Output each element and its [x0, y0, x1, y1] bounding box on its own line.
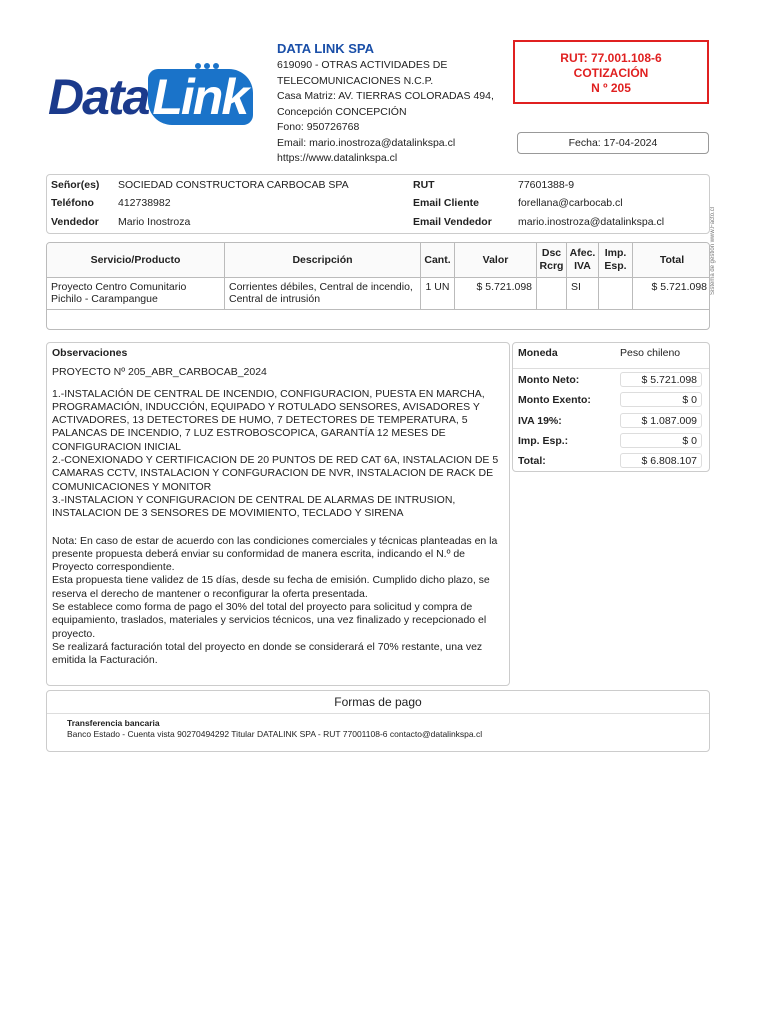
observations-box	[46, 342, 510, 686]
total-label: Total:	[518, 455, 546, 467]
company-line: 619090 - OTRAS ACTIVIDADES DE	[277, 59, 448, 71]
item-cantidad: 1 UN	[421, 278, 455, 309]
item-valor: $ 5.721.098	[455, 278, 537, 309]
item-descripcion: Corrientes débiles, Central de incendio, Central de intrusión	[225, 278, 421, 309]
item-dsc-rcrg	[537, 278, 567, 309]
iva-row	[513, 411, 709, 431]
exento-row	[513, 390, 709, 410]
header-imp-esp: Imp. Esp.	[599, 243, 633, 278]
imp-esp-label: Imp. Esp.:	[518, 435, 569, 447]
item-producto: Proyecto Centro Comunitario Pichilo - Carampangue	[47, 278, 225, 309]
observations-title: Observaciones	[52, 347, 128, 359]
header-total: Total	[633, 243, 710, 278]
totals-box	[512, 342, 710, 472]
email-vendedor-value: mario.inostroza@datalinkspa.cl	[518, 216, 665, 228]
header-cantidad: Cant.	[421, 243, 455, 278]
document-id-box	[513, 40, 709, 104]
total-row	[513, 451, 709, 471]
observations-body: 1.-INSTALACIÓN DE CENTRAL DE INCENDIO, CONFIGURACION, PUESTA EN MARCHA, PROGRAMACIÓN, INDUCCIÓN, EQUIPADO Y ROTULADO SENSORES, AVISADORES Y ACTIVADORES, 13 DETECTORES DE HUMO, 7 DETECTORES DE TEMPERATURA, 5 PALANCAS DE INCENDIO, 7 LUZ ESTROBOSCOPICA, GARANTÍA 12 MESES DE CONFIGURACION INICIAL 2.-CONEXIONADO Y CERTIFICACION DE 20 PUNTOS DE RED CAT 6A, INSTALACION DE 5 CAMARAS CCTV, INSTALACION Y CONFGURACION DE NVR, INSTALACION DE RACK DE COMUNICACIONES Y MONITOR 3.-INSTALACION Y CONFIGURACION DE CENTRAL DE ALARMAS DE INTRUSION, INSTALACION DE 3 SENSORES DE MOVIMIENTO, TECLADO Y SIRENA	[52, 387, 499, 520]
payment-title: Formas de pago	[334, 695, 422, 709]
payment-method: Transferencia bancaria	[67, 718, 160, 728]
email-cliente-label: Email Cliente	[413, 197, 479, 209]
moneda-value: Peso chileno	[620, 347, 681, 359]
email-vendedor-label: Email Vendedor	[413, 216, 492, 228]
document-date: Fecha: 17-04-2024	[517, 132, 709, 154]
item-total: $ 5.721.098	[651, 281, 707, 293]
logo-text-data: Data	[48, 69, 149, 125]
payment-divider	[47, 713, 709, 714]
client-info	[46, 174, 710, 234]
vendedor-value: Mario Inostroza	[118, 216, 191, 228]
item-afec-iva: SI	[567, 278, 599, 309]
rut-value: 77601388-9	[518, 179, 575, 191]
company-line: Casa Matriz: AV. TIERRAS COLORADAS 494,	[277, 90, 494, 102]
project-code: PROYECTO Nº 205_ABR_CARBOCAB_2024	[52, 366, 267, 379]
company-line: Concepción CONCEPCIÓN	[277, 105, 407, 118]
imp-esp-value: $ 0	[620, 433, 702, 448]
exento-value: $ 0	[620, 392, 702, 407]
client-row-vendedor	[47, 213, 709, 232]
header-producto: Servicio/Producto	[47, 243, 225, 278]
company-email: Email: mario.inostroza@datalinkspa.cl	[277, 136, 456, 149]
document-type: COTIZACIÓN	[573, 66, 649, 80]
payment-detail: Banco Estado - Cuenta vista 90270494292 Titular DATALINK SPA - RUT 77001108-6 contacto@datalinkspa.cl	[67, 729, 483, 739]
row-divider	[47, 309, 709, 310]
neto-value: $ 5.721.098	[620, 372, 702, 387]
neto-row	[513, 370, 709, 390]
company-name: DATA LINK SPA	[277, 41, 375, 56]
company-line: TELECOMUNICACIONES N.C.P.	[277, 74, 434, 87]
moneda-row	[513, 343, 709, 363]
header-valor: Valor	[455, 243, 537, 278]
logo-text-link: Link	[148, 69, 253, 125]
total-value: $ 6.808.107	[620, 453, 702, 468]
observations-note: Nota: En caso de estar de acuerdo con las condiciones comerciales y técnicas planteadas en la presente propuesta deberá enviar su conformidad de manera escrita, indicando el N.º de Proyecto correspondiente. Esta propuesta tiene validez de 15 días, desde su fecha de emisión. Cumplido dicho plazo, se reserva el derecho de mantener o reconfigurar la oferta presentada. Se establece como forma de pago el 30% del total del proyecto para solicitud y compra de equipamiento, traslados, materiales y servicios técnicos, una vez finalizado y recepcionado el proyecto. Se realizará facturación total del proyecto en donde se considerará el 70% restante, una vez emitida la Facturación.	[52, 534, 498, 667]
imp-esp-row	[513, 431, 709, 451]
vertical-note: Sistema de gestión www.Facto.cl	[710, 206, 716, 295]
senor-value: SOCIEDAD CONSTRUCTORA CARBOCAB SPA	[118, 179, 349, 191]
client-row-senor	[47, 176, 709, 195]
neto-label: Monto Neto:	[518, 374, 580, 386]
exento-label: Monto Exento:	[518, 394, 591, 406]
totals-divider	[513, 368, 709, 369]
vendedor-label: Vendedor	[51, 216, 99, 228]
senor-label: Señor(es)	[51, 179, 100, 191]
header-afec-iva: Afec. IVA	[567, 243, 599, 278]
telefono-value: 412738982	[118, 197, 171, 209]
iva-value: $ 1.087.009	[620, 413, 702, 428]
rut-label: RUT	[413, 179, 435, 191]
company-phone: Fono: 950726768	[277, 121, 360, 133]
document-rut: RUT: 77.001.108-6	[560, 51, 662, 65]
payment-box	[46, 690, 710, 752]
item-imp-esp	[599, 278, 633, 309]
header-dsc-rcrg: Dsc Rcrg	[537, 243, 567, 278]
moneda-label: Moneda	[518, 347, 558, 359]
document-number: N º 205	[591, 81, 631, 95]
company-info	[277, 40, 517, 167]
header-descripcion: Descripción	[225, 243, 421, 278]
client-row-telefono	[47, 194, 709, 213]
company-website: https://www.datalinkspa.cl	[277, 152, 398, 164]
items-table	[46, 242, 710, 330]
iva-label: IVA 19%:	[518, 415, 562, 427]
telefono-label: Teléfono	[51, 197, 94, 209]
email-cliente-value: forellana@carbocab.cl	[518, 197, 623, 209]
company-logo	[48, 62, 258, 132]
